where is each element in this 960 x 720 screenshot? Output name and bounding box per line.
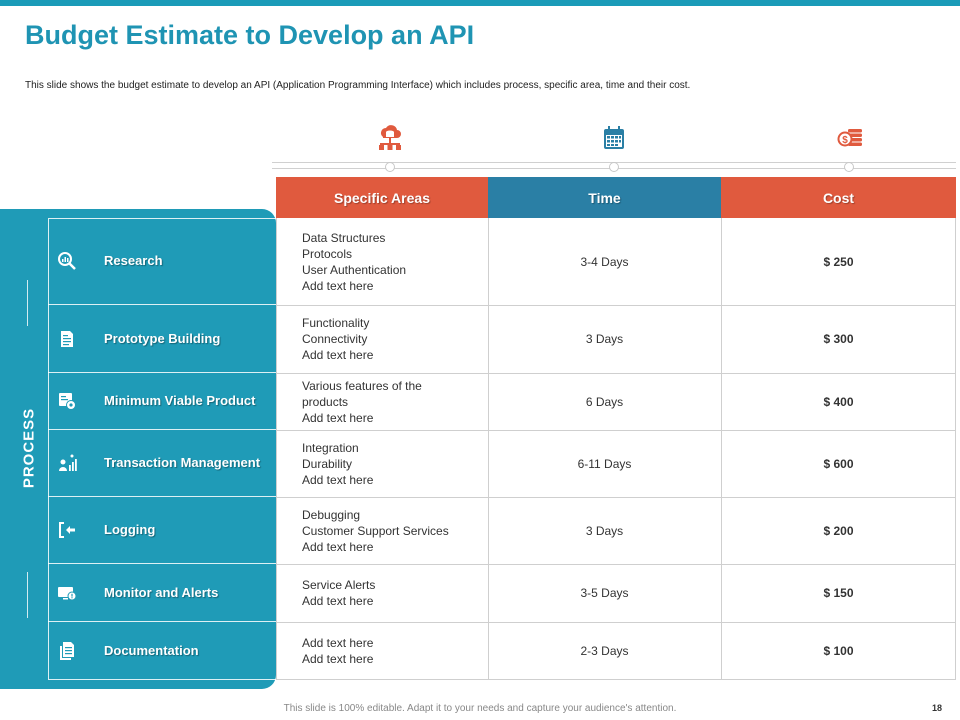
process-divider <box>27 280 28 326</box>
process-row-documentation <box>48 622 276 680</box>
column-header-cost: Cost <box>721 177 956 218</box>
svg-text:$: $ <box>842 135 848 146</box>
area-item: Data Structures <box>302 230 386 245</box>
area-item: Add text here <box>302 472 374 487</box>
process-label-mvp: Minimum Viable Product <box>104 393 256 408</box>
table-cell-areas <box>302 497 482 564</box>
area-item: Add text here <box>302 410 374 425</box>
area-item: Customer Support Services <box>302 523 449 538</box>
table-cell-cost: $ 250 <box>823 254 854 269</box>
process-row-mvp <box>48 373 276 430</box>
table-cell-time: 3 Days <box>585 332 624 346</box>
area-item: Add text here <box>302 636 374 650</box>
coins-icon <box>836 124 864 152</box>
process-label-transaction: Transaction Management <box>104 455 261 470</box>
table-cell-cost: $ 200 <box>823 523 854 538</box>
document-icon <box>57 329 77 349</box>
rule-dot <box>385 162 395 172</box>
area-item: Protocols <box>302 246 353 261</box>
table-cell-cost: $ 100 <box>823 644 854 658</box>
process-label-documentation: Documentation <box>104 643 199 658</box>
area-item: Functionality <box>302 316 370 330</box>
rule-dot <box>844 162 854 172</box>
documents-icon <box>57 641 77 661</box>
process-label-monitor: Monitor and Alerts <box>104 584 219 600</box>
table-cell-cost: $ 600 <box>823 456 854 471</box>
process-row-transaction <box>48 430 276 497</box>
area-item: Add text here <box>302 652 374 666</box>
table-cell-time: 3-4 Days <box>580 254 629 269</box>
table-cell-time: 2-3 Days <box>580 644 629 658</box>
cloud-database-icon <box>376 124 404 152</box>
table-cell-time: 3 Days <box>585 523 624 538</box>
process-row-logging <box>48 497 276 564</box>
area-item: Add text here <box>302 594 374 608</box>
process-row-prototype <box>48 305 276 373</box>
area-item: User Authentication <box>302 262 407 277</box>
area-item: Various features of the products <box>302 378 422 409</box>
process-label: PROCESS <box>20 407 38 489</box>
area-item: Durability <box>302 456 353 471</box>
rule-dot <box>609 162 619 172</box>
login-icon <box>57 520 77 540</box>
table-cell-cost: $ 150 <box>823 586 854 600</box>
table-cell-areas <box>302 218 482 305</box>
slide-subtitle: This slide shows the budget estimate to develop an API (Application Programming Interface) which includes process, specific area, time and their cost. <box>25 80 691 91</box>
area-item: Connectivity <box>302 332 368 346</box>
process-label-logging: Logging <box>104 522 156 537</box>
column-header-areas: Specific Areas <box>276 177 488 218</box>
table-cell-cost: $ 300 <box>823 332 854 346</box>
area-item: Add text here <box>302 348 374 362</box>
area-item: Debugging <box>302 507 361 522</box>
process-row-research <box>48 218 276 305</box>
area-item: Add text here <box>302 539 374 554</box>
table-cell-time: 6 Days <box>585 394 624 409</box>
area-item: Service Alerts <box>302 578 376 592</box>
table-cell-areas <box>302 430 482 497</box>
product-settings-icon <box>57 391 77 411</box>
area-item: Add text here <box>302 278 374 293</box>
top-accent-bar <box>0 0 960 6</box>
table-cell-areas <box>302 622 482 680</box>
column-header-time: Time <box>488 177 721 218</box>
process-divider <box>27 572 28 618</box>
calendar-icon <box>600 124 628 152</box>
table-cell-cost: $ 400 <box>823 394 854 409</box>
process-label-research: Research <box>104 253 163 268</box>
search-chart-icon <box>57 251 77 271</box>
area-item: Integration <box>302 440 359 455</box>
user-chart-icon <box>57 453 77 473</box>
table-cell-areas <box>302 564 482 622</box>
footer-note: This slide is 100% editable. Adapt it to your needs and capture your audience's attention. <box>283 703 677 714</box>
process-label-prototype: Prototype Building <box>104 330 221 346</box>
page-number: 18 <box>931 703 942 713</box>
table-cell-areas <box>302 305 482 373</box>
table-cell-time: 6-11 Days <box>577 456 632 471</box>
table-cell-time: 3-5 Days <box>580 586 629 600</box>
slide-title: Budget Estimate to Develop an API <box>25 20 475 50</box>
table-cell-areas <box>302 373 452 430</box>
process-row-monitor <box>48 564 276 622</box>
monitor-alert-icon <box>57 583 77 603</box>
